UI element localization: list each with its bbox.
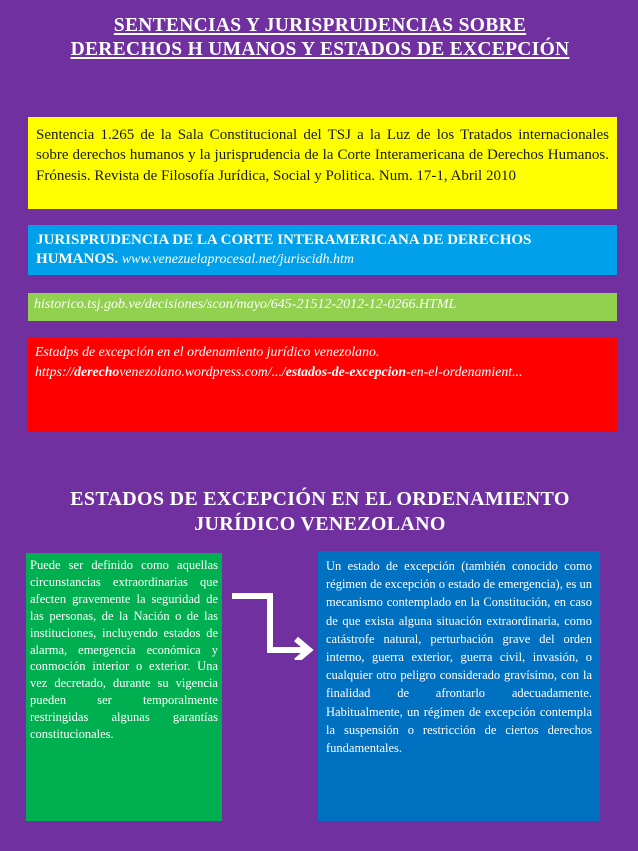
reference-link[interactable]: historico.tsj.gob.ve/decisiones/scon/mayo/645-21512-2012-12-0266.HTML bbox=[34, 297, 457, 312]
reference-heading: JURISPRUDENCIA DE LA CORTE INTERAMERICANA DE DERECHOS HUMANOS. bbox=[36, 232, 532, 267]
reference-title: Estadps de excepción en el ordenamiento jurídico venezolano. bbox=[35, 344, 380, 359]
reference-box-jurisprudencia bbox=[28, 225, 617, 275]
reference-link[interactable]: www.venezuelaprocesal.net/juriscidh.htm bbox=[121, 252, 354, 267]
definition-box-right bbox=[318, 551, 600, 821]
right-arrow-icon bbox=[232, 590, 318, 660]
page-title: SENTENCIAS Y JURISPRUDENCIAS SOBRE DERECHOS H UMANOS Y ESTADOS DE EXCEPCIÓN bbox=[70, 15, 570, 60]
reference-text: Sentencia 1.265 de la Sala Constitucional del TSJ a la Luz de los Tratados internacionales sobre derechos humanos y la jurisprudencia de la Corte Interamericana de Derechos Humanos. Frónesis. Revista de Filosofía Jurídica, Social y Politica. Num. 17-1, Abril 2010 bbox=[36, 127, 609, 184]
reference-box-tsj bbox=[28, 293, 617, 321]
definition-box-left bbox=[26, 553, 222, 821]
definition-text: Puede ser definido como aquellas circunstancias extraordinarias que afecten gravemente la seguridad de las personas, de la Nación o de las instituciones, incluyendo estados de alarma, emergencia económica y conmoción interior o exterior. Una vez decretado, durante su vigencia pueden ser temporalmente restringidas algunas garantías constitucionales. bbox=[30, 558, 218, 742]
reference-link[interactable]: https://derechovenezolano.wordpress.com/.../estados-de-excepcion-en-el-ordenamient... bbox=[35, 363, 523, 379]
reference-box-sentencia bbox=[28, 117, 617, 209]
definition-text: Un estado de excepción (también conocido como régimen de excepción o estado de emergencia), es un mecanismo contemplado en la Constitución, en caso de que exista alguna situación extraordinaria, como catástrofe natural, perturbación grave del orden interno, guerra exterior, guerra civil, invasión, o cualquier otro peligro considerado gravísimo, con la finalidad de afrontarlo adecuadamente. Habitualmente, un régimen de excepción contempla la suspensión o restricción de ciertos derechos fundamentales. bbox=[326, 559, 592, 756]
section-heading: ESTADOS DE EXCEPCIÓN EN EL ORDENAMIENTO JURÍDICO VENEZOLANO bbox=[70, 488, 570, 535]
reference-box-estados bbox=[28, 337, 617, 432]
